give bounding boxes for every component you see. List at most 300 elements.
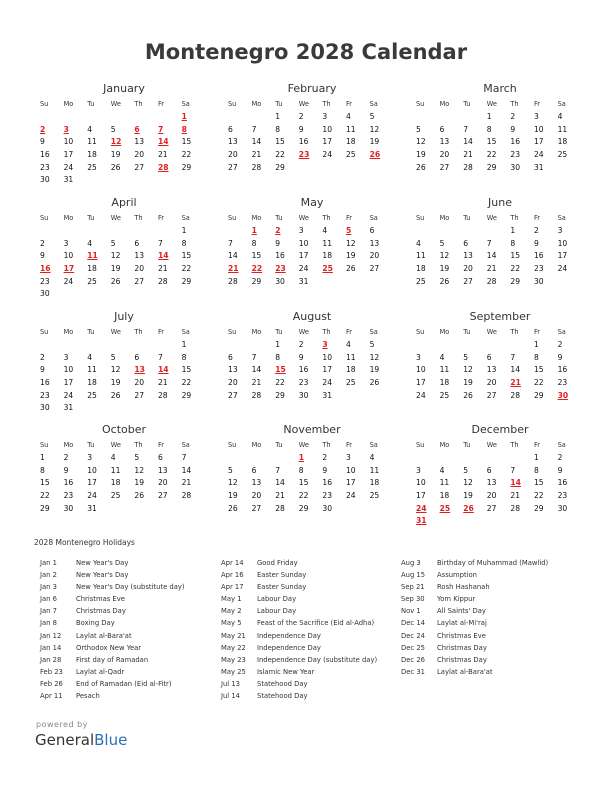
day-cell: 26	[463, 390, 473, 400]
day-cell: 13	[134, 137, 145, 147]
empty-cell	[228, 452, 252, 465]
day-cell: 22	[298, 491, 309, 501]
day-cell: 25	[345, 150, 356, 160]
day-cell: 7	[251, 124, 257, 134]
day-cell: 12	[134, 465, 145, 475]
day-cell: 26	[416, 162, 426, 172]
holiday-date: May 25	[221, 667, 246, 676]
empty-cell	[158, 339, 182, 352]
holiday-date: Sep 21	[401, 583, 425, 592]
day-cell: 27	[486, 503, 497, 513]
holiday-row	[221, 678, 377, 690]
holiday-date: May 2	[221, 607, 242, 616]
week-row	[416, 390, 584, 403]
day-cell: 5	[110, 352, 116, 362]
day-cell: 3	[345, 453, 351, 462]
day-cell: 10	[87, 465, 97, 475]
day-cell: 22	[510, 264, 521, 274]
day-cell: 10	[63, 251, 74, 261]
day-cell: 27	[463, 276, 473, 286]
day-cell: 5	[228, 465, 233, 475]
day-cell: 11	[345, 124, 356, 134]
day-cell: 8	[275, 124, 281, 134]
weekday-label: Sa	[181, 328, 190, 336]
day-cell: 31	[416, 516, 427, 526]
week-row	[228, 390, 396, 403]
weekday-label: We	[298, 328, 309, 336]
day-cell: 25	[439, 390, 450, 400]
day-cell: 3	[298, 226, 304, 235]
day-cell: 22	[533, 491, 544, 501]
day-cell: 7	[228, 238, 233, 248]
empty-cell	[440, 515, 464, 528]
week-row	[416, 276, 584, 289]
month-january	[40, 82, 208, 187]
holiday-date: May 5	[221, 619, 242, 628]
day-cell: 4	[345, 340, 351, 349]
day-cell: 3	[322, 340, 328, 349]
holiday-date: Apr 16	[221, 571, 244, 580]
weekday-label: We	[110, 328, 121, 336]
day-cell: 14	[181, 465, 192, 475]
weekday-label: Su	[228, 441, 237, 449]
day-cell: 24	[416, 390, 426, 400]
empty-cell	[182, 288, 206, 301]
weekday-label: Mo	[251, 214, 262, 222]
day-cell: 3	[322, 112, 328, 121]
day-cell: 11	[87, 137, 97, 147]
day-cell: 18	[557, 137, 568, 147]
weekday-label: Sa	[557, 328, 566, 336]
weekday-label: Sa	[557, 100, 566, 108]
weekday-header	[40, 212, 208, 225]
weekday-label: Su	[228, 214, 237, 222]
day-cell: 30	[40, 403, 50, 413]
day-cell: 23	[510, 150, 521, 160]
day-cell: 2	[557, 453, 563, 462]
day-cell: 19	[110, 264, 121, 274]
day-cell: 19	[345, 251, 356, 261]
empty-cell	[416, 111, 440, 124]
month-november	[228, 423, 396, 515]
day-cell: 22	[251, 264, 263, 274]
day-cell: 28	[463, 162, 473, 172]
empty-cell	[299, 162, 323, 175]
day-cell: 20	[134, 378, 145, 388]
day-cell: 8	[275, 352, 281, 362]
day-cell: 6	[439, 124, 445, 134]
day-cell: 5	[345, 226, 352, 235]
weekday-label: Tu	[463, 441, 471, 449]
holiday-name: New Year's Day	[76, 559, 129, 567]
day-cell: 3	[533, 112, 539, 121]
weekday-header	[228, 98, 396, 111]
day-cell: 25	[557, 150, 568, 160]
empty-cell	[182, 402, 206, 415]
day-cell: 23	[557, 491, 568, 501]
month-june	[416, 196, 584, 288]
day-cell: 10	[533, 124, 544, 134]
weekday-label: Fr	[533, 328, 540, 336]
weekday-label: Fr	[157, 441, 164, 449]
day-cell: 27	[134, 276, 145, 286]
weekday-label: Tu	[87, 441, 95, 449]
holiday-row	[40, 654, 185, 666]
day-cell: 10	[416, 478, 426, 488]
weekday-label: We	[486, 214, 497, 222]
week-row	[416, 136, 584, 149]
day-cell: 26	[134, 491, 145, 501]
empty-cell	[463, 111, 487, 124]
holiday-name: Labour Day	[257, 595, 297, 604]
day-cell: 1	[298, 453, 305, 462]
weekday-label: Fr	[345, 214, 352, 222]
empty-cell	[111, 225, 135, 238]
week-row	[228, 124, 396, 137]
empty-cell	[510, 339, 534, 352]
weekday-label: Tu	[275, 441, 283, 449]
day-cell: 11	[557, 124, 568, 134]
day-cell: 28	[157, 162, 169, 172]
week-row	[416, 225, 584, 238]
empty-cell	[40, 111, 64, 124]
holiday-name: Statehood Day	[257, 679, 308, 688]
weekday-label: Fr	[345, 328, 352, 336]
weekday-label: Tu	[87, 100, 95, 108]
holiday-row	[401, 557, 548, 569]
week-row	[40, 250, 208, 263]
empty-cell	[440, 111, 464, 124]
empty-cell	[134, 225, 158, 238]
empty-cell	[370, 503, 394, 516]
weekday-label: We	[486, 441, 497, 449]
week-row	[40, 111, 208, 124]
day-cell: 10	[345, 465, 356, 475]
day-cell: 19	[369, 365, 380, 375]
day-cell: 18	[87, 264, 97, 274]
holiday-date: Jan 28	[40, 655, 62, 664]
holiday-row	[221, 569, 377, 581]
day-cell: 29	[533, 390, 544, 400]
weekday-label: Su	[416, 441, 425, 449]
empty-cell	[64, 339, 88, 352]
day-cell: 25	[345, 378, 356, 388]
day-cell: 29	[181, 162, 192, 172]
weekday-label: Sa	[369, 214, 378, 222]
holiday-row	[401, 666, 548, 678]
day-cell: 23	[533, 264, 544, 274]
day-cell: 18	[369, 478, 380, 488]
day-cell: 17	[87, 478, 97, 488]
day-cell: 8	[298, 465, 304, 475]
weekday-label: Th	[510, 441, 519, 449]
day-cell: 27	[228, 162, 238, 172]
week-row	[228, 250, 396, 263]
day-cell: 4	[369, 453, 375, 462]
holiday-name: Easter Sunday	[257, 571, 307, 580]
day-cell: 20	[228, 378, 238, 388]
empty-cell	[111, 402, 135, 415]
day-cell: 21	[228, 264, 239, 274]
weekday-label: We	[298, 214, 309, 222]
holiday-date: Jan 8	[40, 619, 57, 628]
empty-cell	[134, 339, 158, 352]
week-row	[40, 276, 208, 289]
holiday-name: Christmas Day	[437, 655, 487, 664]
day-cell: 3	[63, 124, 69, 134]
holiday-row	[401, 581, 548, 593]
day-cell: 6	[228, 352, 233, 362]
day-cell: 13	[157, 465, 168, 475]
day-cell: 25	[369, 491, 380, 501]
day-cell: 1	[533, 340, 539, 349]
day-cell: 17	[63, 150, 74, 160]
day-cell: 28	[157, 276, 168, 286]
day-cell: 18	[345, 365, 356, 375]
empty-cell	[158, 225, 182, 238]
weekday-header	[228, 439, 396, 452]
day-cell: 25	[439, 503, 451, 513]
week-row	[416, 377, 584, 390]
day-cell: 24	[63, 390, 74, 400]
holiday-date: Jan 7	[40, 607, 57, 616]
holiday-row	[221, 630, 377, 642]
day-cell: 2	[322, 453, 328, 462]
weekday-label: Fr	[157, 100, 164, 108]
day-cell: 15	[181, 365, 192, 375]
day-cell: 20	[134, 264, 145, 274]
day-cell: 15	[251, 251, 262, 261]
weekday-label: Su	[228, 328, 237, 336]
weekday-label: We	[110, 100, 121, 108]
day-cell: 8	[533, 352, 539, 362]
month-name: February	[287, 82, 337, 95]
day-cell: 3	[63, 238, 69, 248]
holiday-name: Laylat al-Bara'at	[76, 631, 132, 640]
week-row	[416, 339, 584, 352]
holiday-name: Laylat al-Mi'raj	[437, 619, 487, 628]
day-cell: 21	[463, 150, 473, 160]
day-cell: 30	[557, 503, 568, 513]
day-cell: 6	[228, 124, 233, 134]
day-cell: 9	[510, 124, 516, 134]
week-row	[40, 174, 208, 187]
holiday-row	[40, 630, 185, 642]
empty-cell	[346, 276, 370, 289]
day-cell: 12	[463, 478, 473, 488]
day-cell: 18	[416, 264, 426, 274]
week-row	[40, 465, 208, 478]
week-row	[228, 136, 396, 149]
weekday-label: Sa	[181, 441, 190, 449]
week-row	[228, 238, 396, 251]
week-row	[40, 339, 208, 352]
month-august	[228, 310, 396, 402]
month-september	[416, 310, 584, 402]
week-row	[416, 352, 584, 365]
day-cell: 29	[510, 276, 521, 286]
day-cell: 25	[416, 276, 426, 286]
empty-cell	[487, 339, 511, 352]
empty-cell	[346, 503, 370, 516]
weekday-label: Mo	[251, 328, 262, 336]
holiday-row	[401, 569, 548, 581]
day-cell: 6	[134, 238, 140, 248]
day-cell: 30	[533, 276, 544, 286]
day-cell: 12	[369, 124, 380, 134]
empty-cell	[40, 339, 64, 352]
empty-cell	[252, 339, 276, 352]
empty-cell	[134, 174, 158, 187]
empty-cell	[158, 402, 182, 415]
day-cell: 14	[510, 365, 521, 375]
day-cell: 4	[345, 112, 351, 121]
weekday-label: Su	[40, 328, 49, 336]
holiday-name: Rosh Hashanah	[437, 583, 490, 592]
day-cell: 9	[298, 352, 304, 362]
day-cell: 14	[157, 365, 169, 375]
day-cell: 31	[63, 403, 74, 413]
day-cell: 10	[298, 238, 309, 248]
weekday-label: Sa	[369, 100, 378, 108]
holiday-name: Independence Day (substitute day)	[257, 655, 378, 664]
day-cell: 22	[181, 264, 192, 274]
holiday-row	[40, 690, 185, 702]
week-row	[228, 276, 396, 289]
day-cell: 31	[87, 503, 97, 513]
day-cell: 19	[463, 378, 473, 388]
empty-cell	[64, 288, 88, 301]
holiday-date: Dec 14	[401, 619, 425, 628]
day-cell: 16	[40, 264, 51, 274]
day-cell: 30	[40, 175, 50, 185]
day-cell: 2	[298, 112, 304, 121]
empty-cell	[322, 276, 346, 289]
day-cell: 18	[439, 491, 450, 501]
holiday-date: May 21	[221, 631, 246, 640]
day-cell: 8	[181, 124, 187, 134]
day-cell: 11	[345, 352, 356, 362]
day-cell: 8	[40, 465, 45, 475]
weekday-label: Su	[416, 100, 425, 108]
holiday-column	[401, 557, 548, 678]
weekday-label: Th	[134, 214, 143, 222]
holiday-date: Jan 14	[40, 643, 62, 652]
weekday-label: Su	[40, 441, 49, 449]
holiday-name: Christmas Eve	[76, 595, 125, 604]
holiday-row	[221, 617, 377, 629]
day-cell: 16	[63, 478, 74, 488]
day-cell: 23	[63, 491, 74, 501]
week-row	[40, 124, 208, 137]
day-cell: 23	[298, 150, 310, 160]
weekday-label: We	[486, 100, 497, 108]
day-cell: 18	[110, 478, 121, 488]
day-cell: 21	[157, 150, 168, 160]
day-cell: 20	[463, 264, 473, 274]
day-cell: 7	[157, 124, 164, 134]
day-cell: 14	[275, 478, 285, 488]
holiday-date: Jul 13	[221, 679, 241, 688]
week-row	[416, 250, 584, 263]
weekday-label: Tu	[463, 328, 471, 336]
day-cell: 16	[533, 251, 544, 261]
holiday-name: End of Ramadan (Eid al-Fitr)	[76, 679, 172, 688]
empty-cell	[558, 515, 582, 528]
weekday-header	[40, 98, 208, 111]
day-cell: 20	[134, 150, 145, 160]
day-cell: 11	[416, 251, 426, 261]
day-cell: 20	[157, 478, 168, 488]
holiday-name: Laylat al-Qadr	[76, 667, 125, 676]
day-cell: 30	[510, 162, 521, 172]
day-cell: 26	[463, 503, 474, 513]
weekday-label: Su	[228, 100, 237, 108]
empty-cell	[463, 452, 487, 465]
day-cell: 26	[110, 162, 121, 172]
day-cell: 21	[181, 478, 192, 488]
day-cell: 28	[275, 503, 285, 513]
day-cell: 16	[40, 150, 50, 160]
holiday-date: Dec 26	[401, 655, 425, 664]
weekday-header	[228, 326, 396, 339]
holiday-name: Independence Day	[257, 643, 321, 652]
weekday-header	[416, 326, 584, 339]
holiday-row	[221, 593, 377, 605]
day-cell: 26	[439, 276, 450, 286]
day-cell: 8	[181, 238, 187, 248]
holiday-name: Christmas Day	[437, 643, 487, 652]
day-cell: 21	[157, 264, 168, 274]
empty-cell	[111, 174, 135, 187]
holiday-name: Laylat al-Bara'at	[437, 667, 493, 676]
day-cell: 1	[181, 226, 187, 235]
day-cell: 3	[557, 226, 563, 235]
day-cell: 26	[345, 264, 356, 274]
day-cell: 12	[369, 352, 380, 362]
day-cell: 28	[157, 390, 168, 400]
day-cell: 16	[557, 478, 568, 488]
empty-cell	[416, 225, 440, 238]
weekday-label: Fr	[157, 328, 164, 336]
month-may	[228, 196, 396, 288]
day-cell: 2	[298, 340, 304, 349]
day-cell: 13	[439, 137, 450, 147]
month-name: April	[111, 196, 137, 209]
day-cell: 24	[533, 150, 544, 160]
holiday-row	[40, 581, 185, 593]
day-cell: 20	[369, 251, 380, 261]
day-cell: 14	[251, 365, 262, 375]
day-cell: 10	[322, 352, 333, 362]
day-cell: 16	[275, 251, 285, 261]
day-cell: 15	[181, 251, 192, 261]
holiday-date: Jan 1	[40, 559, 57, 567]
holiday-row	[221, 557, 377, 569]
day-cell: 7	[251, 352, 257, 362]
weekday-label: Tu	[87, 214, 95, 222]
week-row	[40, 225, 208, 238]
weekday-label: We	[110, 214, 121, 222]
day-cell: 2	[63, 453, 69, 462]
day-cell: 20	[251, 491, 262, 501]
day-cell: 15	[533, 478, 544, 488]
day-cell: 6	[157, 453, 163, 462]
day-cell: 27	[486, 390, 497, 400]
generalblue-logo[interactable]	[35, 731, 127, 749]
day-cell: 20	[439, 150, 450, 160]
weekday-label: Th	[510, 100, 519, 108]
